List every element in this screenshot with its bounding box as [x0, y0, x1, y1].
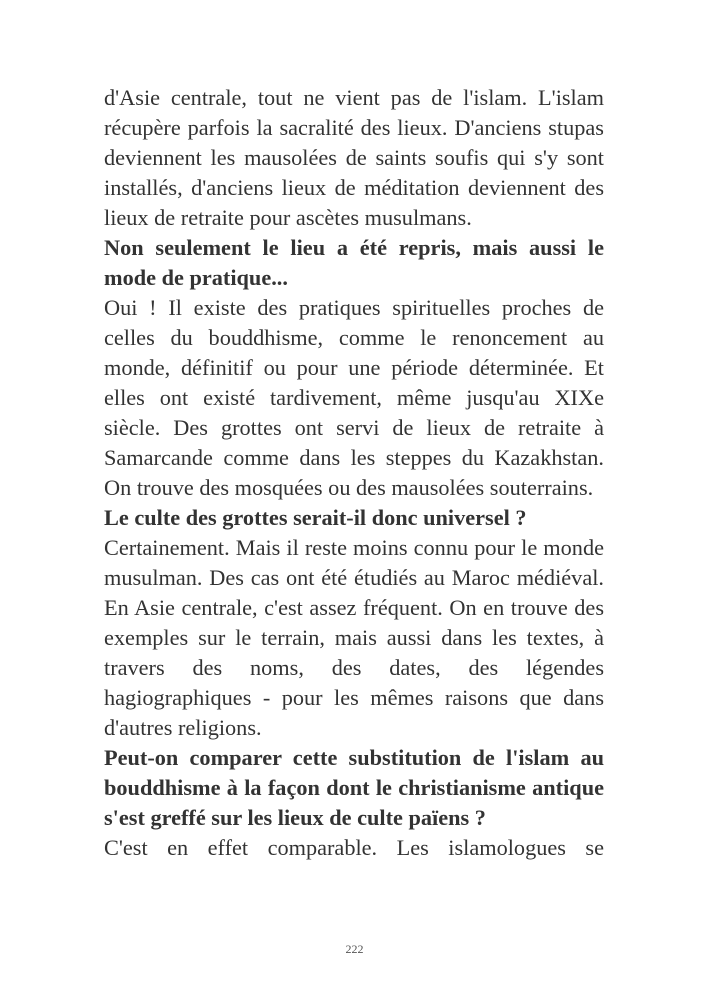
page-number: 222: [345, 942, 364, 956]
page-body: [104, 83, 604, 863]
question-paragraph-1: Non seulement le lieu a été repris, mais aussi le mode de pratique...: [104, 235, 604, 290]
question-paragraph-3: Peut-on comparer cette substitution de l'islam au bouddhisme à la façon dont le christianisme antique s'est greffé sur les lieux de culte païens ?: [104, 745, 604, 830]
answer-paragraph-4: C'est en effet comparable. Les islamologues se: [104, 835, 604, 860]
question-paragraph-2: Le culte des grottes serait-il donc universel ?: [104, 505, 527, 530]
answer-paragraph-2: Oui ! Il existe des pratiques spirituelles proches de celles du bouddhisme, comme le renoncement au monde, définitif ou pour une période déterminée. Et elles ont existé tardivement, même jusqu'au XIXe siècle. Des grottes ont servi de lieux de retraite à Samarcande comme dans les steppes du Kazakhstan. On trouve des mosquées ou des mausolées souterrains.: [104, 295, 604, 500]
answer-paragraph-3: Certainement. Mais il reste moins connu pour le monde musulman. Des cas ont été étudiés au Maroc médiéval. En Asie centrale, c'est assez fréquent. On en trouve des exemples sur le terrain, mais aussi dans les textes, à travers des noms, des dates, des légendes hagiographiques - pour les mêmes raisons que dans d'autres religions.: [104, 535, 604, 740]
answer-paragraph-1: d'Asie centrale, tout ne vient pas de l'islam. L'islam récupère parfois la sacralité des lieux. D'anciens stupas deviennent les mausolées de saints soufis qui s'y sont installés, d'anciens lieux de méditation deviennent des lieux de retraite pour ascètes musulmans.: [104, 85, 604, 230]
